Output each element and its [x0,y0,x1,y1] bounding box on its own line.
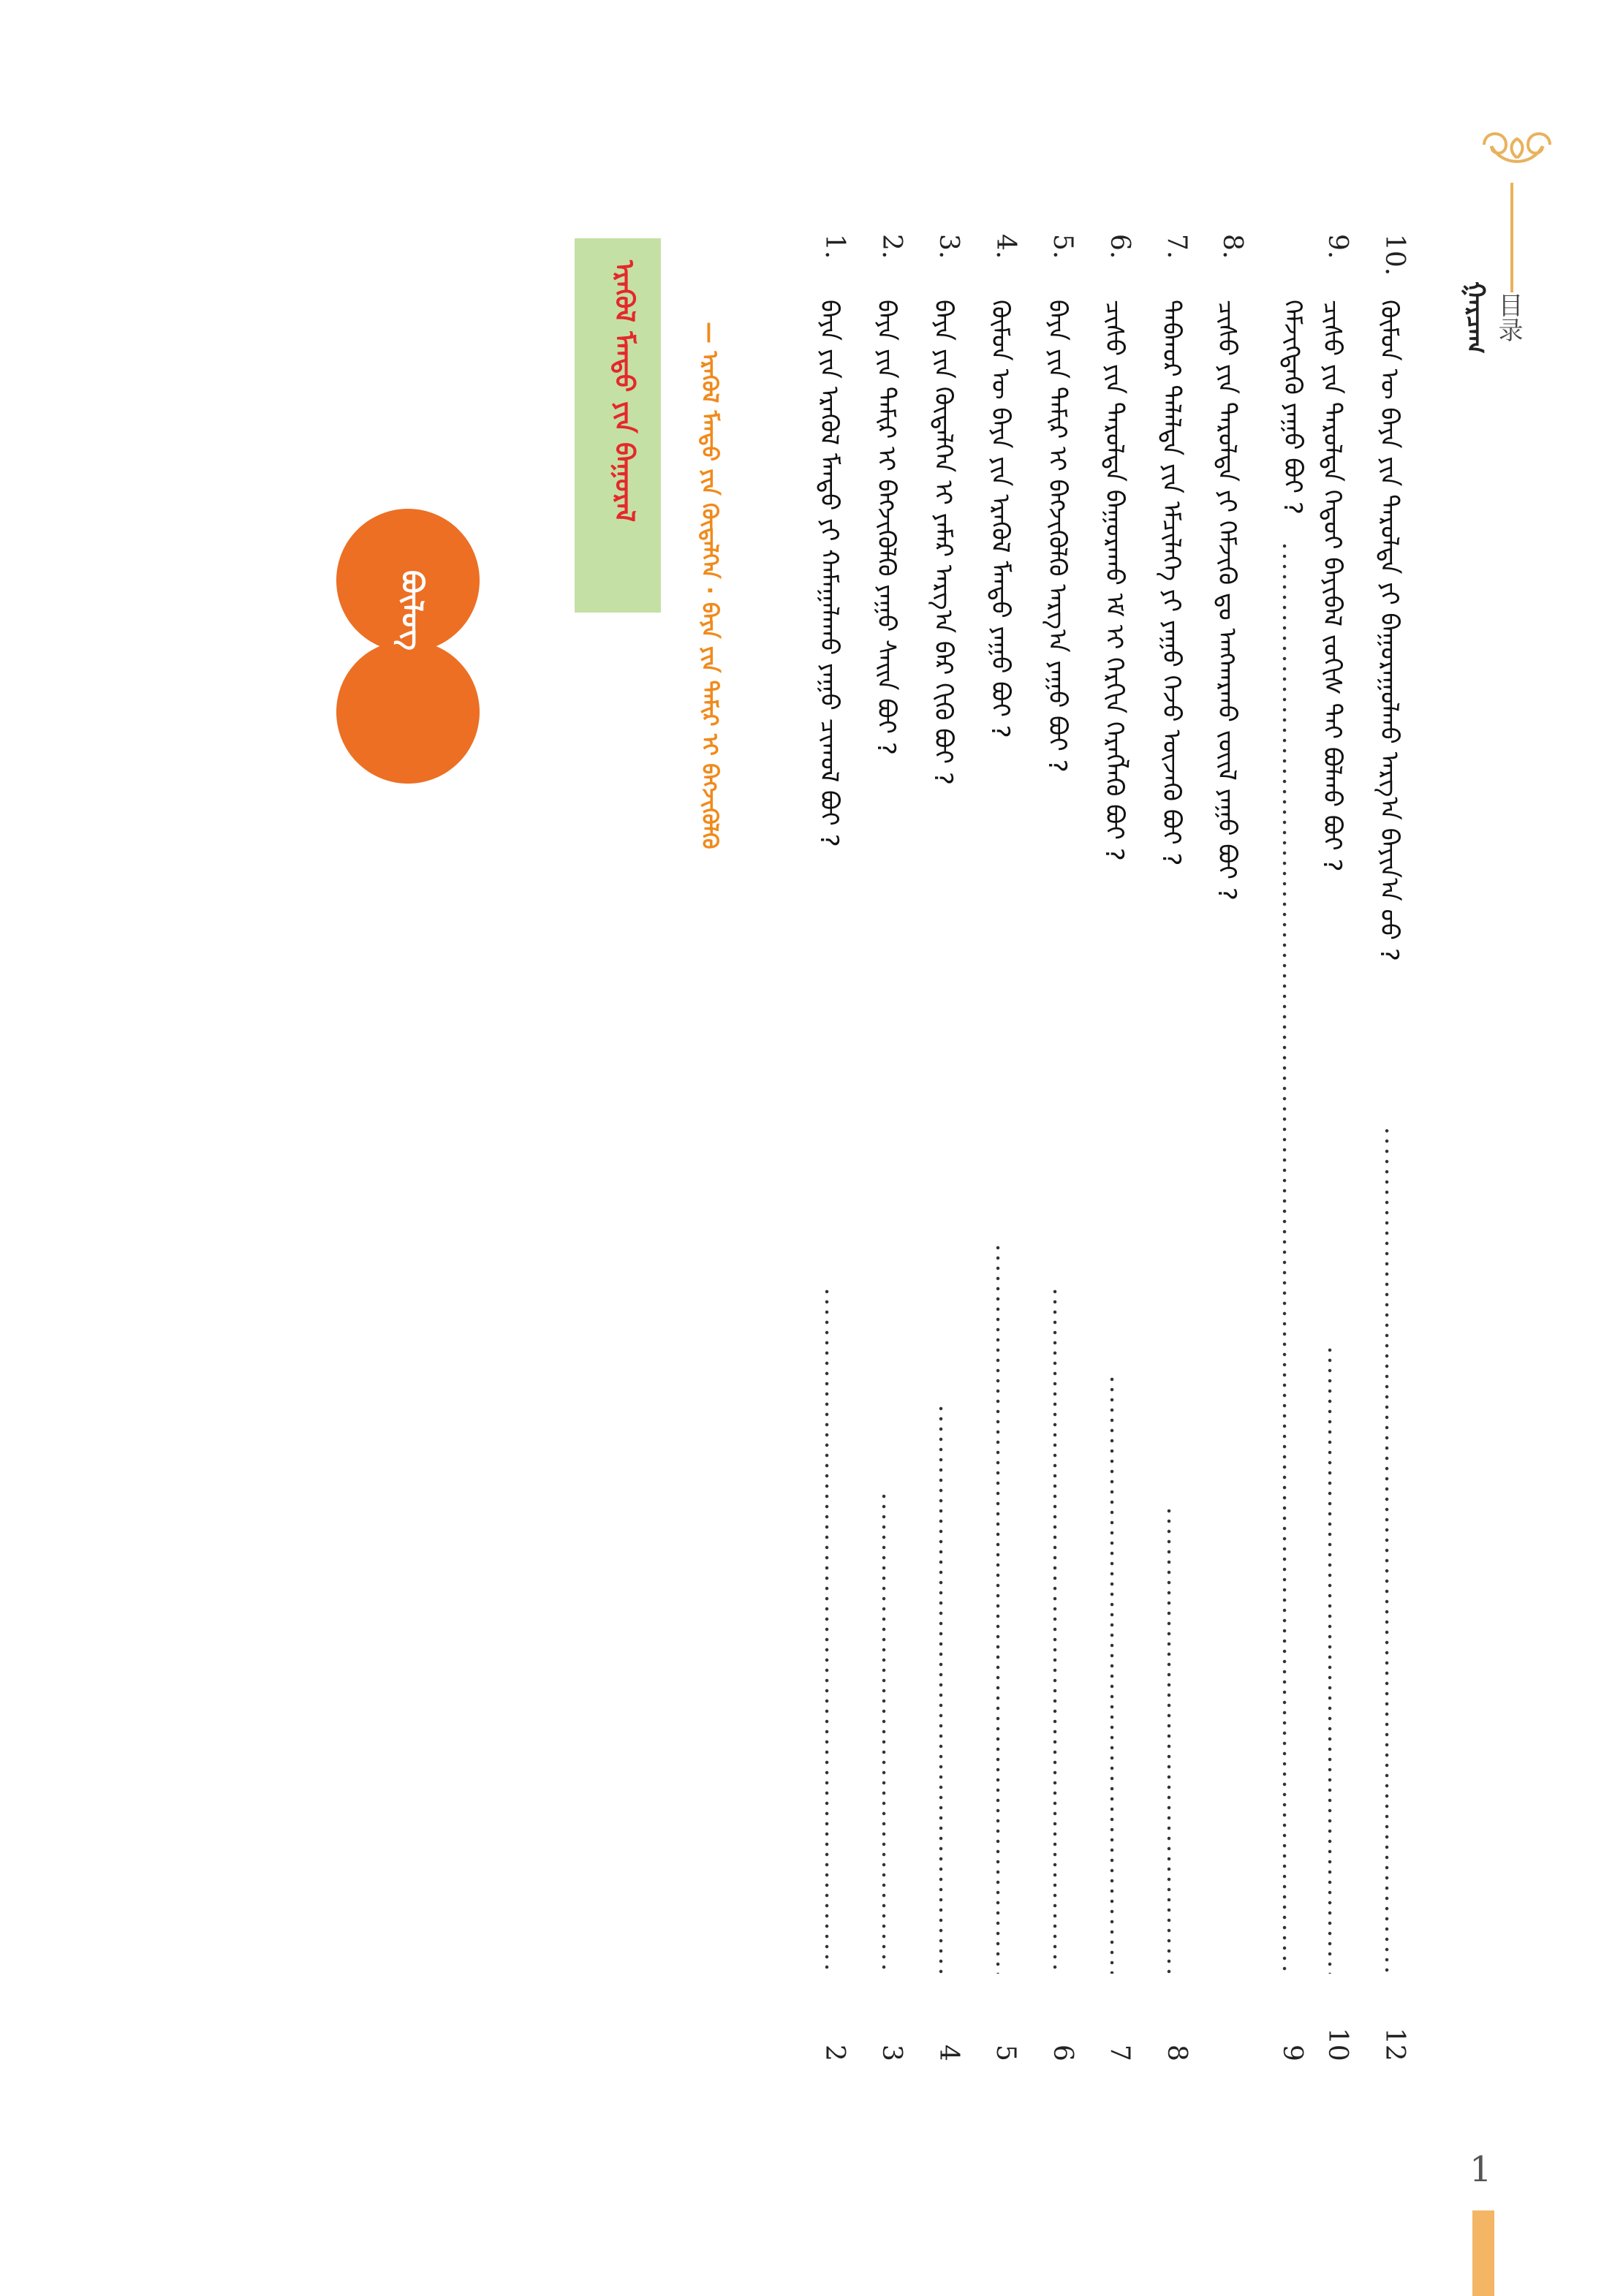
toc-page: 6 [1048,2045,1078,2061]
toc-number: 9. [1323,234,1352,259]
dot-leader [1282,541,1287,1974]
toc-number: 3. [934,234,964,259]
toc-number: 1. [820,234,850,259]
toc-entry-2[interactable] [866,234,907,2061]
toc-entry-5[interactable] [1037,234,1078,2061]
toc-number: 8. [1217,234,1247,259]
toc-entry-7[interactable] [1151,234,1192,2061]
toc-page: 10 [1323,2028,1352,2061]
toc-entry-9-continuation[interactable] [1266,300,1307,2061]
toc-page: 2 [820,2045,850,2061]
header-mongolian-title: ᠭᠠᠷᠴᠠᠭ [1461,281,1490,354]
toc-page: 7 [1105,2045,1135,2061]
toc-page: 4 [934,2045,964,2061]
section-label-box [575,238,661,613]
toc-entry-6[interactable] [1094,234,1135,2061]
chapter-label: ᠪᠦᠯᠦᠭ [395,570,428,651]
toc-entry-1[interactable] [809,234,850,2061]
toc-title: ᠴᠢᠰᠤ ᠶᠢᠨ ᠳᠠᠷᠤᠯᠲᠠ ᠬᠡᠳᠦᠢ ᠪᠠᠶᠢᠪᠠᠯ ᠵᠣᠬᠢᠰ ᠲᠠᠢ ᠪᠣᠯᠬᠤ ᠪᠤᠢ ? [1317,300,1347,872]
toc-title-continuation: ᠬᠡᠮᠵᠢᠭᠳᠡᠬᠦ ᠶᠠᠭᠤ ᠪᠤᠢ ? [1278,300,1307,515]
toc-entry-9[interactable] [1312,234,1352,2061]
dot-leader [825,1287,829,1974]
header-rule [1510,183,1513,292]
page-number: 1 [1469,2149,1492,2190]
toc-page: 3 [877,2045,907,2061]
dot-leader [882,1491,886,1974]
section-label: ᠡᠷᠡᠭᠦᠯ ᠮᠡᠨᠳᠦ ᠶᠢᠨ ᠪᠠᠭᠤᠷᠠᠯ [609,260,639,523]
toc-title: ᠳᠠᠪᠬᠤᠷ ᠲᠠᠯᠠᠯᠲᠠ ᠶᠢᠨ ᠡᠮᠴᠢᠯᠡᠭᠡ ᠶᠢ ᠶᠠᠭᠤ ᠭᠡᠵᠦ ᠦᠵᠡᠬᠦ ᠪᠤᠢ ? [1157,300,1186,866]
toc-title: ᠬᠦᠮᠦᠨ ᠦ ᠪᠡᠶᠡ ᠶᠢᠨ ᠳᠠᠷᠤᠯᠲᠠ ᠶᠢ ᠪᠠᠭᠤᠷᠠᠭᠤᠯᠬᠤ ᠠᠷᠭ᠎ᠠ ᠪᠠᠶᠢᠨ᠎ᠠ ᠤᠤ ? [1374,300,1404,961]
dot-leader [1328,1345,1332,1974]
dot-leader [1053,1287,1057,1974]
toc-number: 2. [877,234,907,259]
toc-number: 7. [1162,234,1192,259]
orange-circle-bottom [336,640,480,784]
section-subtitle: — ᠡᠷᠡᠭᠦᠯ ᠮᠡᠨᠳᠦ ᠶᠢᠨ ᠬᠥᠳᠡᠯᠭᠡᠨ · ᠪᠡᠶᠡ ᠶᠢᠨ ᠲᠠᠮᠢᠷ ᠢ ᠪᠡᠬᠵᠢᠭᠦᠯᠬᠦ [697,322,722,849]
dot-leader [1167,1506,1171,1974]
header-chinese-title: 目录 [1494,292,1523,342]
toc-number: 4. [991,234,1021,259]
toc-number: 5. [1048,234,1078,259]
toc-title: ᠬᠦᠮᠦᠨ ᠦ ᠪᠡᠶᠡ ᠶᠢᠨ ᠡᠷᠡᠭᠦᠯ ᠮᠡᠨᠳᠦ ᠶᠠᠭᠤ ᠪᠤᠢ ? [985,300,1015,738]
toc-page: 8 [1162,2045,1192,2061]
toc-page: 9 [1277,2045,1307,2061]
dot-leader [996,1243,1000,1974]
toc-entry-10[interactable] [1369,234,1410,2061]
dot-leader [939,1403,943,1974]
dot-leader [1385,1126,1389,1974]
toc-entry-3[interactable] [923,234,964,2061]
toc-title: ᠴᠢᠰᠤ ᠶᠢᠨ ᠳᠠᠷᠤᠯᠲᠠ ᠶᠢ ᠬᠡᠮᠵᠢᠬᠦ ᠳᠤ ᠠᠩᠬᠠᠷᠬᠤ ᠵᠦᠢᠯ ᠶᠠᠭᠤ ᠪᠤᠢ ? [1212,300,1241,901]
toc-number: 10. [1380,234,1410,276]
side-tab [1472,2210,1494,2296]
toc-page: 5 [991,2045,1021,2061]
toc-title: ᠪᠡᠶᠡ ᠶᠢᠨ ᠲᠠᠮᠢᠷ ᠢ ᠪᠡᠬᠵᠢᠭᠦᠯᠬᠦ ᠠᠷᠭ᠎ᠠ ᠶᠠᠭᠤ ᠪᠤᠢ ? [1043,300,1072,773]
toc-title: ᠪᠡᠶᠡ ᠶᠢᠨ ᠲᠠᠮᠢᠷ ᠢ ᠪᠡᠬᠵᠢᠭᠦᠯᠬᠦ ᠶᠠᠭᠤ ᠰᠠᠢᠨ ᠪᠤᠢ ? [871,300,901,755]
toc-entry-8[interactable] [1206,234,1247,2061]
toc-number: 6. [1105,234,1135,259]
toc-title: ᠪᠡᠶᠡ ᠶᠢᠨ ᠡᠷᠡᠭᠦᠯ ᠮᠡᠨᠳᠦ ᠶᠢ ᠬᠠᠮᠠᠭᠠᠯᠠᠬᠤ ᠶᠠᠭᠤ ᠴᠢᠬᠤᠯ ᠪᠤᠢ ? [814,300,844,847]
toc-entry-4[interactable] [980,234,1021,2061]
dot-leader [1110,1374,1114,1974]
toc-page: 12 [1380,2028,1410,2061]
toc-title: ᠪᠡᠶᠡ ᠶᠢᠨ ᠬᠥᠳᠡᠯᠭᠡᠨ ᠢ ᠶᠠᠮᠠᠷ ᠠᠷᠭ᠎ᠠ ᠪᠠᠷ ᠬᠢᠬᠦ ᠪᠤᠢ ? [928,300,958,785]
toc-title: ᠴᠢᠰᠤ ᠶᠢᠨ ᠳᠠᠷᠤᠯᠲᠠ ᠪᠠᠭᠤᠷᠠᠬᠤ ᠡᠮ ᠢ ᠬᠡᠷᠬᠢᠨ ᠬᠡᠷᠡᠭᠯᠡᠬᠦ ᠪᠤᠢ ? [1100,300,1129,861]
